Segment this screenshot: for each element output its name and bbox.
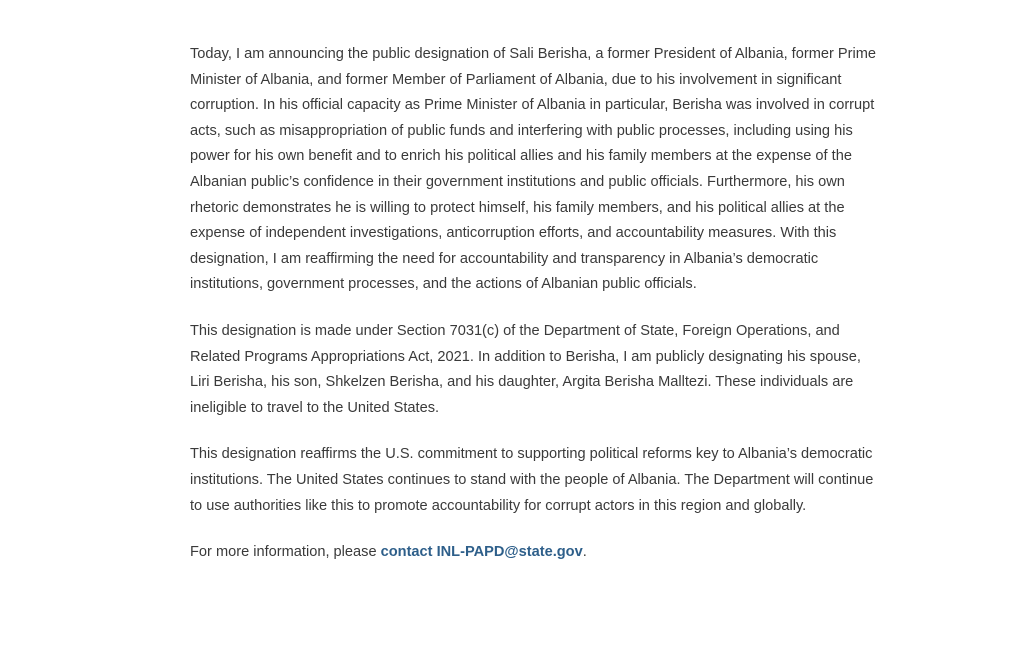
paragraph-legal-basis: This designation is made under Section 7031(c) of the Department of State, Foreign Operations, and Related Programs Appropriations Act, 2021. In addition to Berisha, I am publicly designating his spouse, Liri Berisha, his son, Shkelzen Berisha, and his daughter, Argita Berisha Malltezi. These individuals are ineligible to travel to the United States. [190,322,861,416]
paragraph-designation-announcement: Today, I am announcing the public designation of Sali Berisha, a former President of Albania, former Prime Minister of Albania, and former Member of Parliament of Albania, due to his involvement in significant corruption. In his official capacity as Prime Minister of Albania in particular, Berisha was involved in corrupt acts, such as misappropriation of public funds and interfering with public processes, including using his power for his own benefit and to enrich his political allies and his family members at the expense of the Albanian public’s confidence in their government institutions and public officials. Furthermore, his own rhetoric demonstrates he is willing to protect himself, his family members, and his political allies at the expense of independent investigations, anticorruption efforts, and accountability measures. With this designation, I am reaffirming the need for accountability and transparency in Albania’s democratic institutions, government processes, and the actions of Albanian public officials. [190,46,877,293]
contact-prefix: For more information, please [190,544,381,561]
contact-suffix: . [582,544,587,561]
paragraph-contact [190,540,882,566]
contact-link[interactable]: contact INL-PAPD@state.gov [380,544,583,561]
paragraph-commitment: This designation reaffirms the U.S. commitment to supporting political reforms key to Albania’s democratic institutions. The United States continues to stand with the people of Albania. The Department will continue to use authorities like this to promote accountability for corrupt actors in this region and globally. [190,446,874,514]
article-body [190,42,882,587]
